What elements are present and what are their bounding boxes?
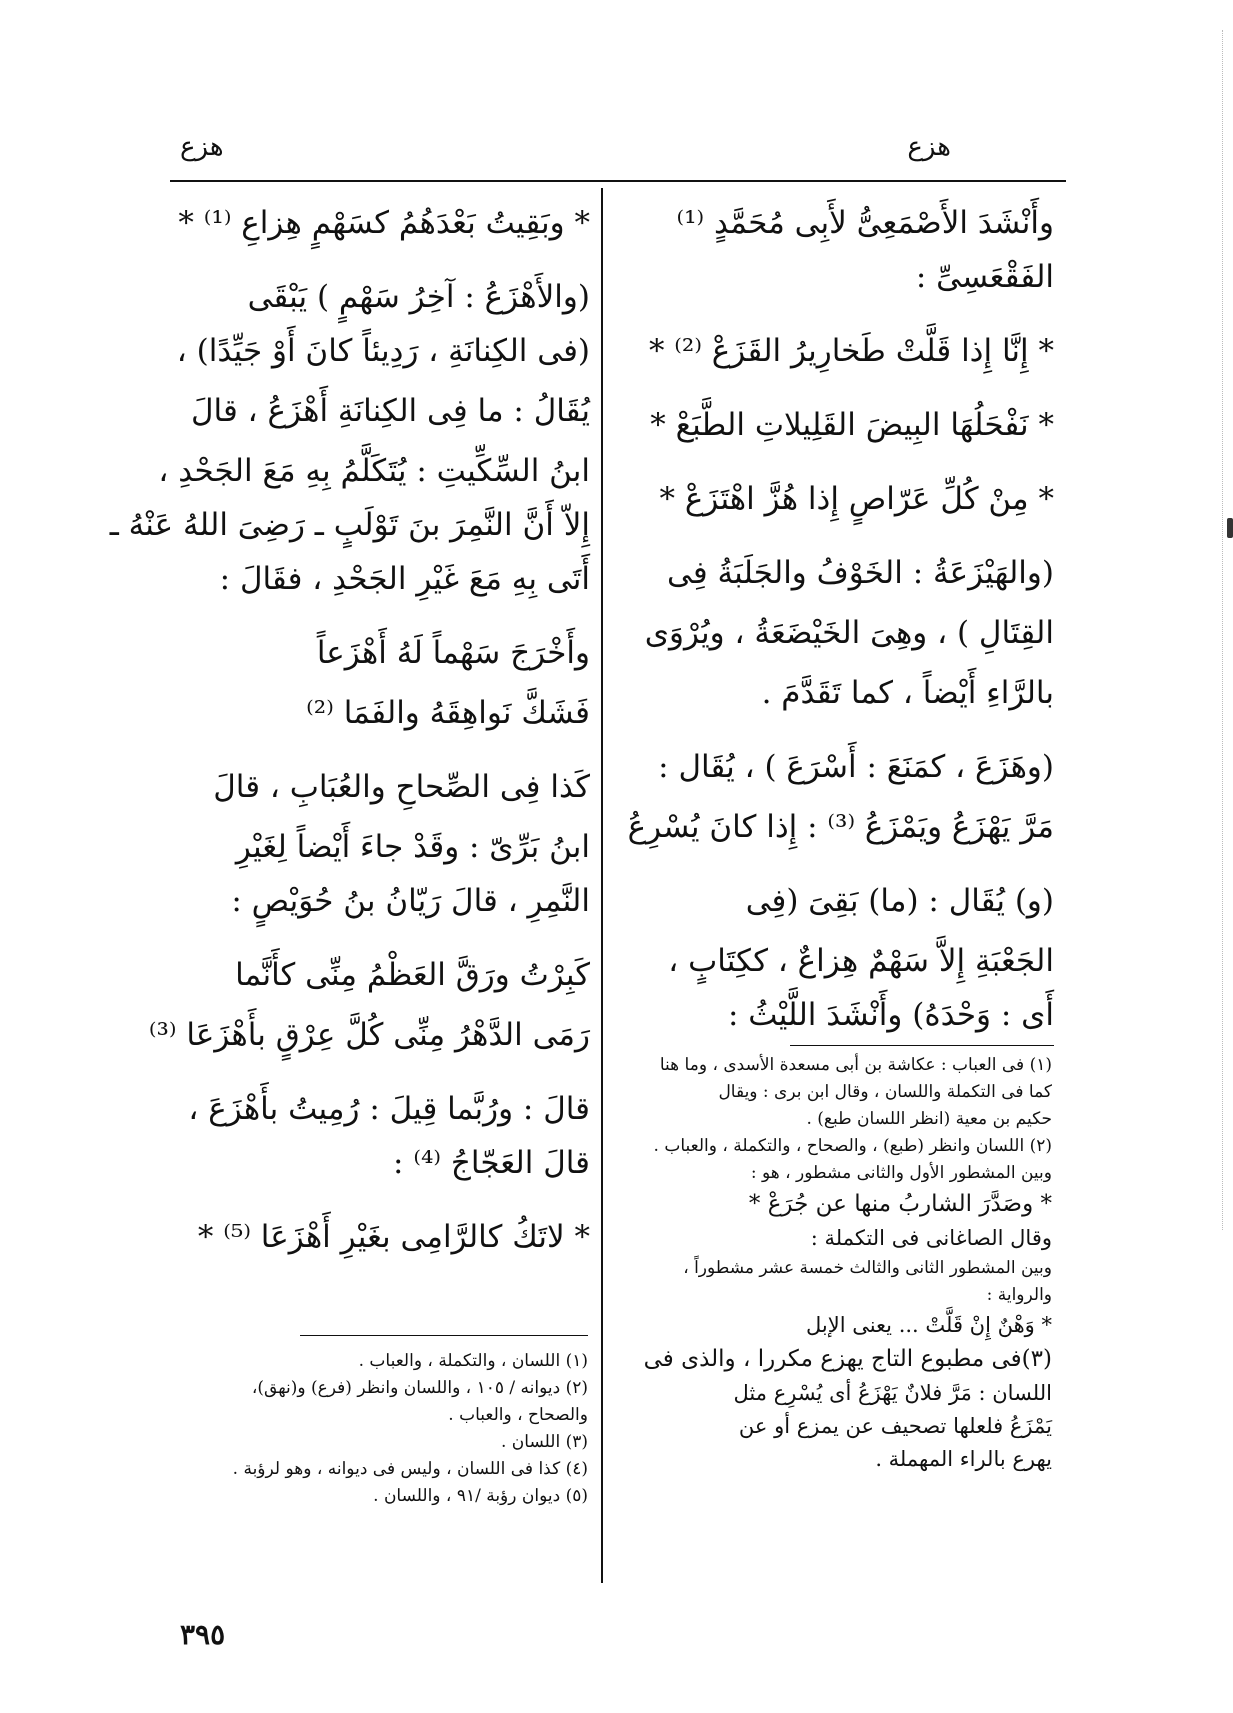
footnote-verse: * وصَدَّرَ الشاربُ منها عن جُرَعْ * — [748, 1191, 1052, 1217]
text-line: (والهَيْزَعَةُ : الخَوْفُ والجَلَبَةُ فِى — [666, 555, 1054, 591]
footnote-line: (٢) ديوانه / ١٠٥ ، واللسان وانظر (فرع) و(نهق)، — [251, 1378, 588, 1398]
text-line: إِلاّ أَنَّ النَّمِرَ بنَ تَوْلَبٍ ـ رَضِىَ اللهُ عَنْهُ ـ — [109, 507, 590, 543]
column-divider — [601, 188, 603, 1583]
verse-line: كَبِرْتُ ورَقَّ العَظْمُ مِنِّى كأَنَّما — [235, 957, 590, 993]
text-line: القِتَالِ ) ، وهِىَ الخَيْضَعَةُ ، ويُرْوَى — [644, 615, 1054, 651]
text-line: أَتَى بِهِ مَعَ غَيْرِ الجَحْدِ ، فقَالَ : — [219, 561, 590, 597]
running-header-left: هزع — [180, 132, 224, 162]
verse-line: * نَفْحَلُهَا البِيضَ القَلِيلاتِ الطَّبَعْ * — [650, 407, 1054, 443]
text-line: ابنُ السِّكِّيتِ : يُتَكَلَّمُ بِهِ مَعَ الجَحْدِ ، — [158, 453, 590, 489]
footnote-line: والرواية : — [986, 1285, 1052, 1305]
footnote-line: (٢) اللسان وانظر (طبع) ، والصحاح ، والتكملة ، والعباب . — [653, 1136, 1052, 1156]
text-line: ابنُ بَرِّىّ : وقَدْ جاءَ أَيْضاً لِغَيْرِ — [235, 829, 590, 865]
text-line: مَرَّ يَهْزَعُ ويَمْزَعُ ⁽³⁾ : إِذا كانَ يُسْرِعُ — [627, 809, 1054, 845]
footnote-line: (٣) اللسان . — [501, 1432, 588, 1452]
footnote-line: والصحاح ، والعباب . — [448, 1405, 588, 1425]
footnotes-right — [612, 1052, 1052, 1476]
left-column — [109, 196, 590, 1264]
text-line: (وهَزَعَ ، كمَنَعَ : أَسْرَعَ ) ، يُقَال : — [658, 749, 1054, 785]
text-line: قالَ : ورُبَّما قِيلَ : رُمِيتُ بأَهْزَعَ ، — [188, 1091, 590, 1127]
verse-line: * وبَقِيتُ بَعْدَهُمُ كسَهْمٍ هِزاعِ ⁽¹⁾ * — [178, 205, 590, 241]
footnote-line: يهرع بالراء المهملة . — [875, 1447, 1052, 1471]
footnote-line: (٤) كذا فى اللسان ، وليس فى ديوانه ، وهو لرؤبة . — [232, 1459, 588, 1479]
margin-dots — [1222, 30, 1227, 1230]
footnote-line: (١) فى العباب : عكاشة بن أبى مسعدة الأسدى ، وما هنا — [659, 1055, 1052, 1075]
verse-line: * مِنْ كُلِّ عَرّاصٍ إِذا هُزَّ اهْتَزَعْ * — [659, 481, 1054, 517]
footnote-line: وبين المشطور الأول والثانى مشطور ، هو : — [750, 1163, 1052, 1183]
text-line: أَى : وَحْدَهُ) وأَنْشَدَ اللَّيْثُ : — [727, 997, 1054, 1033]
text-line: كَذا فِى الصِّحاحِ والعُبَابِ ، قالَ — [213, 769, 590, 805]
footnote-rule-right — [790, 1045, 1054, 1046]
text-line: (فى الكِنانَةِ ، رَدِيئاً كانَ أَوْ جَيِّدًا) ، — [176, 333, 590, 369]
footnotes-left — [148, 1348, 588, 1510]
right-column — [616, 196, 1054, 1042]
text-line: وأَنْشَدَ الأَصْمَعِىُّ لأَبِى مُحَمَّدٍ ⁽¹⁾ — [676, 205, 1054, 241]
verse-line: * إِنَّا إِذا قَلَّتْ طَخارِيرُ القَزَعْ ⁽²⁾ * — [648, 333, 1054, 369]
text-line: الفَقْعَسِىِّ : — [915, 259, 1054, 295]
footnote-line: (٥) ديوان رؤبة /٩١ ، واللسان . — [373, 1486, 588, 1506]
footnote-line: يَمْزَعُ فلعلها تصحيف عن يمزع أو عن — [738, 1414, 1052, 1438]
verse-line: * لاتَكُ كالرَّامِى بغَيْرِ أَهْزَعَا ⁽⁵⁾ * — [197, 1219, 590, 1255]
verse-line: رَمَى الدَّهْرُ مِنِّى كُلَّ عِرْقٍ بأَهْزَعَا ⁽³⁾ — [148, 1017, 590, 1053]
running-header-right: هزع — [907, 132, 951, 162]
footnote-line: حكيم بن معية (انظر اللسان طبع) . — [806, 1109, 1052, 1129]
header-rule — [170, 180, 1066, 182]
footnote-verse: * وَهْنٌ إِنْ قَلَّتْ ... يعنى الإبل — [805, 1313, 1052, 1337]
footnote-line: كما فى التكملة واللسان ، وقال ابن برى : ويقال — [718, 1082, 1052, 1102]
footnote-rule-left — [300, 1335, 588, 1336]
footnote-line: وبين المشطور الثانى والثالث خمسة عشر مشطوراً ، — [683, 1258, 1052, 1278]
text-line: النَّمِرِ ، قالَ رَيّانُ بنُ حُوَيْصٍ : — [231, 883, 590, 919]
footnote-line: وقال الصاغانى فى التكملة : — [810, 1226, 1052, 1250]
footnote-line: اللسان : مَرَّ فلانٌ يَهْزَعُ أى يُسْرِع مثل — [733, 1381, 1052, 1405]
text-line: (والأَهْزَعُ : آخِرُ سَهْمٍ ) يَبْقَى — [247, 279, 590, 315]
page-number: ٣٩٥ — [180, 1618, 226, 1651]
text-line: قالَ العَجّاجُ ⁽⁴⁾ : — [393, 1145, 590, 1181]
verse-line: وأَخْرَجَ سَهْماً لَهُ أَهْزَعاً — [316, 635, 590, 671]
footnote-line: (٣)فى مطبوع التاج يهزع مكررا ، والذى فى — [643, 1346, 1052, 1372]
text-line: (و) يُقَال : (ما) بَقِىَ (فِى — [745, 883, 1054, 919]
text-line: بالرَّاءِ أَيْضاً ، كما تَقَدَّمَ . — [761, 675, 1054, 711]
verse-line: فَشَكَّ نَواهِقَهُ والفَمَا ⁽²⁾ — [306, 695, 590, 731]
edge-mark — [1227, 518, 1233, 538]
footnote-line: (١) اللسان ، والتكملة ، والعباب . — [358, 1351, 588, 1371]
text-line: يُقَالُ : ما فِى الكِنانَةِ أَهْزَعُ ، قالَ — [191, 393, 590, 429]
text-line: الجَعْبَةِ إِلاَّ سَهْمٌ هِزاعٌ ، ككِتَابٍ ، — [668, 943, 1054, 979]
